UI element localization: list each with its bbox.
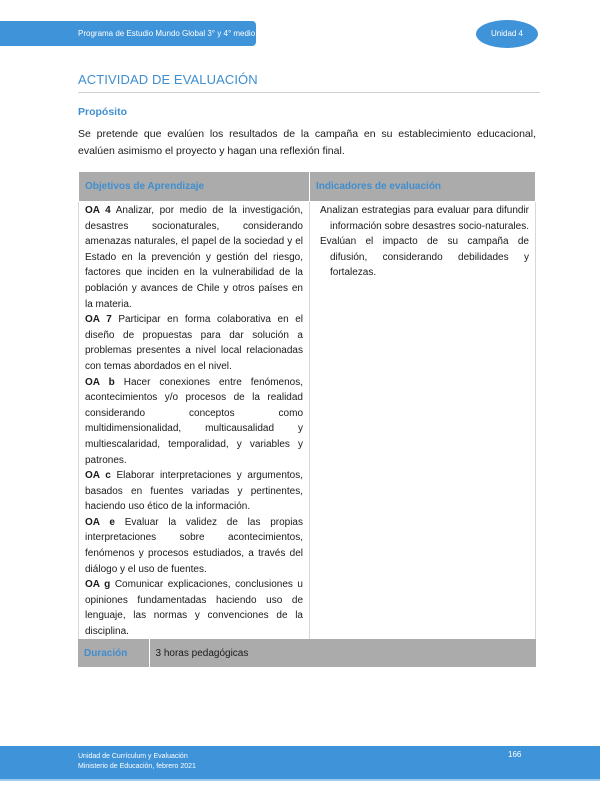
evaluation-table — [78, 171, 536, 643]
unit-label: Unidad 4 — [490, 29, 524, 38]
objective-item — [85, 375, 303, 469]
objective-code: OA e — [85, 516, 115, 528]
program-title: Programa de Estudio Mundo Global 3° y 4° medio — [78, 29, 256, 38]
section-title: ACTIVIDAD DE EVALUACIÓN — [78, 72, 540, 93]
footer-ministry: Ministerio de Educación, febrero 2021 — [78, 763, 196, 770]
duration-label: Duración — [78, 639, 149, 667]
duration-row — [78, 639, 536, 667]
purpose-text: Se pretende que evalúen los resultados de la campaña en su establecimiento educacional, evalúen asimismo el proyecto y hagan una reflexión final. — [78, 128, 536, 157]
page-number: 166 — [508, 750, 522, 759]
objective-item — [85, 312, 303, 374]
objective-text: Elaborar interpretaciones y argumentos, basados en fuentes variadas y pertinentes, haciendo uso ético de la información. — [85, 470, 303, 513]
objective-code: OA 4 — [85, 205, 111, 216]
duration-value: 3 horas pedagógicas — [149, 639, 536, 667]
table-row — [79, 202, 536, 643]
objective-item — [85, 203, 303, 312]
page-footer — [0, 746, 600, 781]
objectives-cell — [79, 202, 310, 643]
indicator-item: Analizan estrategias para evaluar para difundir información sobre desastres socio-naturales. — [320, 205, 529, 232]
objective-text: Hacer conexiones entre fenómenos, acontecimientos y/o procesos de la realidad considerando conceptos como multidimensionalidad, multicausalidad y multiescalaridad, temporalidad, y variables y patrones. — [85, 376, 303, 466]
objective-item — [85, 577, 303, 639]
indicator-item: Evalúan el impacto de su campaña de difusión, considerando debilidades y fortalezas. — [320, 236, 529, 279]
header-objectives: Objetivos de Aprendizaje — [79, 172, 310, 202]
indicators-cell — [310, 202, 536, 643]
objective-text: Comunicar explicaciones, conclusiones u opiniones fundamentadas haciendo uso de lenguaje, las normas y convenciones de la disciplina. — [85, 579, 303, 638]
objective-text: Participar en forma colaborativa en el diseño de propuestas para dar solución a problemas presentes a nivel local relacionadas con temas abordados en el nivel. — [85, 314, 304, 372]
objective-code: OA g — [85, 579, 111, 591]
purpose-label: Propósito — [78, 106, 127, 118]
duration-table — [78, 639, 536, 667]
objective-item — [85, 515, 303, 577]
objective-item — [85, 468, 303, 515]
program-title-bar — [0, 21, 256, 46]
objective-code: OA 7 — [85, 314, 112, 326]
footer-unit: Unidad de Currículum y Evaluación — [78, 753, 188, 760]
objective-text: Evaluar la validez de las propias interpretaciones sobre acontecimientos, fenómenos y procesos estudiados, a través del diálogo y el uso de fuentes. — [85, 516, 303, 575]
objective-code: OA c — [85, 470, 111, 482]
objective-code: OA b — [85, 376, 115, 388]
header-indicators: Indicadores de evaluación — [310, 172, 536, 202]
objective-text: Analizar, por medio de la investigación, desastres socionaturales, considerando amenazas naturales, el papel de la sociedad y el Estado en la prevención y gestión del riesgo, factores que inciden en la vulnerabilidad de la población y avances de Chile y otros países en la materia. — [85, 205, 303, 310]
table-header-row — [79, 172, 536, 202]
unit-badge — [476, 20, 538, 48]
